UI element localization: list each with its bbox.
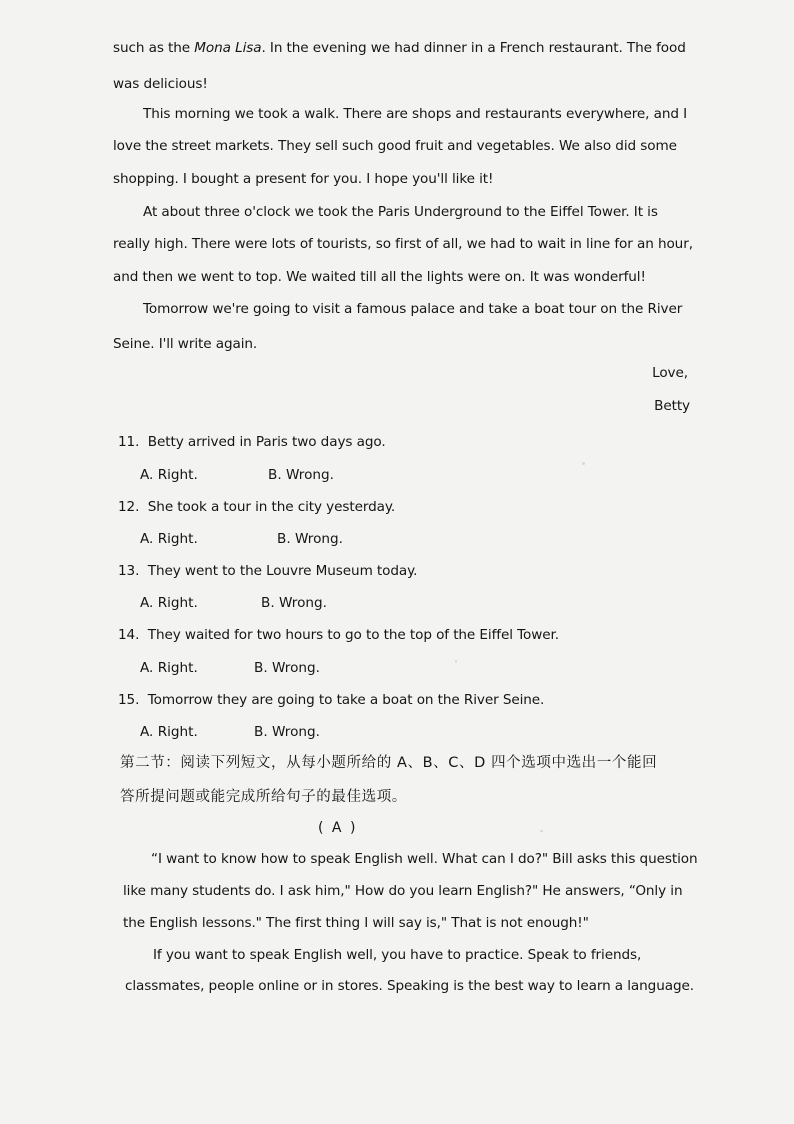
question-14 [118, 625, 559, 645]
passage-line-5: classmates, people online or in stores. Speaking is the best way to learn a language. [125, 978, 694, 994]
letter-line-7: really high. There were lots of tourists, so first of all, we had to wait in line for an hour, [113, 236, 693, 252]
question-text: They went to the Louvre Museum today. [147, 563, 418, 579]
q11-option-a: A. Right. [140, 467, 198, 483]
letter-italic-title: Mona Lisa [194, 40, 262, 56]
question-text: Tomorrow they are going to take a boat on the River Seine. [147, 692, 545, 708]
question-number: 12. [118, 499, 140, 515]
passage-line-3: the English lessons." The first thing I will say is," That is not enough!" [123, 915, 589, 931]
letter-text: . In the evening we had dinner in a French restaurant. The food [261, 40, 686, 56]
question-12 [118, 497, 395, 517]
letter-line-6: At about three o'clock we took the Paris Underground to the Eiffel Tower. It is [143, 204, 658, 220]
letter-line-9: Tomorrow we're going to visit a famous palace and take a boat tour on the River [143, 301, 683, 317]
passage-line-4: If you want to speak English well, you have to practice. Speak to friends, [153, 947, 642, 963]
passage-line-1: “I want to know how to speak English well. What can I do?" Bill asks this question [151, 851, 698, 867]
scan-speck [582, 462, 585, 465]
question-13 [118, 561, 417, 581]
q15-option-b: B. Wrong. [254, 724, 320, 740]
letter-line-3: This morning we took a walk. There are shops and restaurants everywhere, and I [143, 106, 688, 122]
q14-option-a: A. Right. [140, 660, 198, 676]
q13-option-a: A. Right. [140, 595, 198, 611]
passage-label: ( A ) [318, 820, 358, 836]
question-number: 15. [118, 692, 140, 708]
question-text: They waited for two hours to go to the top of the Eiffel Tower. [147, 627, 559, 643]
q13-option-b: B. Wrong. [261, 595, 327, 611]
section2-instruction-line2: 答所提问题或能完成所给句子的最佳选项。 [120, 789, 407, 805]
question-text: She took a tour in the city yesterday. [147, 499, 396, 515]
q12-option-b: B. Wrong. [277, 531, 343, 547]
q12-option-a: A. Right. [140, 531, 198, 547]
scan-speck [540, 830, 543, 832]
letter-line-1 [113, 38, 686, 58]
passage-line-2: like many students do. I ask him," How do you learn English?" He answers, “Only in [123, 883, 683, 899]
letter-line-10: Seine. I'll write again. [113, 336, 258, 352]
question-number: 11. [118, 434, 140, 450]
letter-line-4: love the street markets. They sell such good fruit and vegetables. We also did some [113, 138, 677, 154]
question-text: Betty arrived in Paris two days ago. [147, 434, 386, 450]
letter-line-2: was delicious! [113, 76, 208, 92]
question-number: 14. [118, 627, 140, 643]
question-11 [118, 432, 386, 452]
letter-signature: Betty [654, 398, 690, 414]
question-15 [118, 690, 544, 710]
q14-option-b: B. Wrong. [254, 660, 320, 676]
letter-closing: Love, [652, 365, 688, 381]
section2-instruction-line1: 第二节：阅读下列短文，从每小题所给的 A、B、C、D 四个选项中选出一个能回 [120, 755, 658, 771]
question-number: 13. [118, 563, 140, 579]
scan-speck [455, 660, 457, 663]
letter-line-8: and then we went to top. We waited till all the lights were on. It was wonderful! [113, 269, 646, 285]
letter-text: such as the [113, 40, 195, 56]
q11-option-b: B. Wrong. [268, 467, 334, 483]
q15-option-a: A. Right. [140, 724, 198, 740]
letter-line-5: shopping. I bought a present for you. I hope you'll like it! [113, 171, 494, 187]
